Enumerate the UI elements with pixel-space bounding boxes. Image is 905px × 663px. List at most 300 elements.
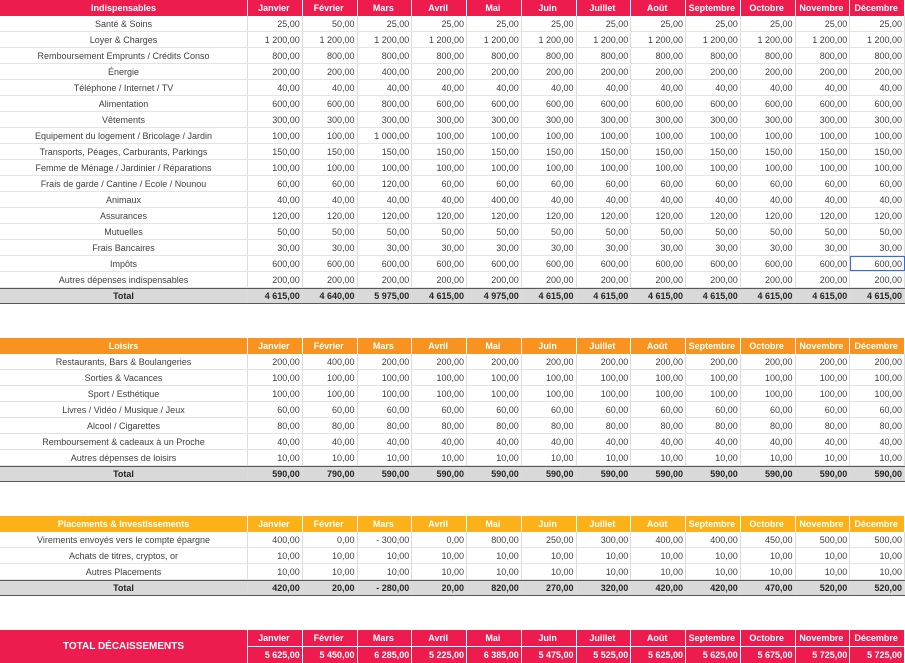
value-cell[interactable]: 120,00 [522,208,577,223]
month-header[interactable]: Décembre [850,516,905,532]
grand-total-cell[interactable]: 5 450,00 [303,646,358,663]
value-cell[interactable]: 100,00 [741,160,796,175]
value-cell[interactable]: 40,00 [631,434,686,449]
value-cell[interactable]: 40,00 [686,192,741,207]
value-cell[interactable]: 10,00 [467,548,522,563]
total-cell[interactable]: 520,00 [850,581,905,595]
value-cell[interactable]: 10,00 [850,450,905,465]
value-cell[interactable]: 800,00 [577,48,632,63]
value-cell[interactable]: 10,00 [522,564,577,579]
month-header[interactable]: Octobre [741,338,796,354]
value-cell[interactable]: 10,00 [850,564,905,579]
grand-total-cell[interactable]: 6 385,00 [467,646,522,663]
row-label[interactable]: Alimentation [0,96,248,111]
value-cell[interactable]: 600,00 [741,256,796,271]
month-header[interactable]: Décembre [850,338,905,354]
value-cell[interactable]: 600,00 [467,256,522,271]
value-cell[interactable]: 400,00 [686,532,741,547]
month-header[interactable]: Mai [467,516,522,532]
row-label[interactable]: Autres dépenses indispensables [0,272,248,287]
value-cell[interactable]: 600,00 [303,256,358,271]
value-cell[interactable]: 100,00 [303,370,358,385]
value-cell[interactable]: 40,00 [741,434,796,449]
value-cell[interactable]: 100,00 [412,386,467,401]
value-cell[interactable]: 1 200,00 [412,32,467,47]
value-cell[interactable]: 50,00 [303,16,358,31]
value-cell[interactable]: 40,00 [850,434,905,449]
value-cell[interactable]: 800,00 [358,96,413,111]
month-header[interactable]: Octobre [741,0,796,16]
month-header[interactable]: Octobre [741,516,796,532]
total-cell[interactable]: 270,00 [522,581,577,595]
value-cell[interactable]: 40,00 [577,192,632,207]
value-cell[interactable]: 40,00 [522,80,577,95]
value-cell[interactable]: 30,00 [631,240,686,255]
value-cell[interactable]: 40,00 [303,434,358,449]
value-cell[interactable]: 100,00 [850,386,905,401]
month-header[interactable]: Avril [412,0,467,16]
row-label[interactable]: Livres / Vidéo / Musique / Jeux [0,402,248,417]
value-cell[interactable]: 50,00 [467,224,522,239]
value-cell[interactable]: 50,00 [631,224,686,239]
value-cell[interactable]: 150,00 [741,144,796,159]
value-cell[interactable]: 40,00 [248,434,303,449]
value-cell[interactable]: 100,00 [850,128,905,143]
month-header[interactable]: Janvier [248,0,303,16]
value-cell[interactable]: 120,00 [303,208,358,223]
value-cell[interactable]: 600,00 [412,256,467,271]
value-cell[interactable]: 300,00 [467,112,522,127]
value-cell[interactable]: 60,00 [412,176,467,191]
value-cell[interactable]: 100,00 [358,370,413,385]
month-header[interactable]: Juin [522,0,577,16]
total-cell[interactable]: 590,00 [686,467,741,481]
value-cell[interactable]: 120,00 [248,208,303,223]
value-cell[interactable]: 200,00 [796,272,851,287]
total-cell[interactable]: 4 975,00 [467,289,522,303]
total-cell[interactable]: 4 640,00 [303,289,358,303]
total-cell[interactable]: 4 615,00 [686,289,741,303]
month-header[interactable]: Novembre [796,338,851,354]
row-label[interactable]: Sorties & Vacances [0,370,248,385]
grand-total-cell[interactable]: 5 225,00 [412,646,467,663]
total-cell[interactable]: 590,00 [412,467,467,481]
value-cell[interactable]: 100,00 [686,128,741,143]
value-cell[interactable]: 200,00 [412,64,467,79]
month-header[interactable]: Mai [467,338,522,354]
value-cell[interactable]: 200,00 [303,64,358,79]
value-cell[interactable]: 300,00 [248,112,303,127]
row-label[interactable]: Loyer & Charges [0,32,248,47]
month-header[interactable]: Juin [522,630,577,646]
value-cell[interactable]: 40,00 [358,192,413,207]
value-cell[interactable]: 60,00 [741,402,796,417]
total-cell[interactable]: 820,00 [467,581,522,595]
grand-total-cell[interactable]: 5 725,00 [850,646,905,663]
value-cell[interactable]: 200,00 [522,354,577,369]
total-cell[interactable]: 590,00 [522,467,577,481]
total-cell[interactable]: 4 615,00 [850,289,905,303]
grand-total-cell[interactable]: 5 525,00 [577,646,632,663]
value-cell[interactable]: 300,00 [741,112,796,127]
month-header[interactable]: Février [303,0,358,16]
value-cell[interactable]: 200,00 [686,272,741,287]
total-cell[interactable]: 4 615,00 [631,289,686,303]
value-cell[interactable]: 600,00 [686,256,741,271]
value-cell[interactable]: 200,00 [796,354,851,369]
row-label[interactable]: Impôts [0,256,248,271]
value-cell[interactable]: 10,00 [522,450,577,465]
value-cell[interactable]: 50,00 [412,224,467,239]
value-cell[interactable]: 40,00 [631,192,686,207]
value-cell[interactable]: 300,00 [577,112,632,127]
row-label[interactable]: Sport / Esthétique [0,386,248,401]
value-cell[interactable]: 200,00 [248,272,303,287]
value-cell[interactable]: 25,00 [741,16,796,31]
value-cell[interactable]: 60,00 [358,402,413,417]
value-cell[interactable]: 1 200,00 [248,32,303,47]
month-header[interactable]: Mars [358,630,413,646]
value-cell[interactable]: 10,00 [850,548,905,563]
value-cell[interactable]: 60,00 [412,402,467,417]
value-cell[interactable]: 60,00 [796,402,851,417]
value-cell[interactable]: 40,00 [248,80,303,95]
value-cell[interactable]: 200,00 [303,272,358,287]
value-cell[interactable]: 1 200,00 [686,32,741,47]
value-cell[interactable]: 200,00 [358,354,413,369]
value-cell[interactable]: 10,00 [412,450,467,465]
value-cell[interactable]: 100,00 [796,370,851,385]
value-cell[interactable]: 600,00 [850,96,905,111]
value-cell[interactable]: 200,00 [577,272,632,287]
value-cell[interactable]: 120,00 [358,208,413,223]
value-cell[interactable]: 400,00 [303,354,358,369]
total-label[interactable]: Total [0,581,248,595]
value-cell[interactable]: 1 200,00 [303,32,358,47]
total-cell[interactable]: 590,00 [358,467,413,481]
value-cell[interactable]: 200,00 [741,64,796,79]
total-cell[interactable]: 470,00 [741,581,796,595]
value-cell[interactable]: - 300,00 [358,532,413,547]
value-cell[interactable]: 60,00 [631,176,686,191]
value-cell[interactable]: 300,00 [303,112,358,127]
value-cell[interactable]: 100,00 [248,160,303,175]
value-cell[interactable]: 60,00 [467,176,522,191]
value-cell[interactable]: 25,00 [686,16,741,31]
value-cell[interactable]: 40,00 [796,192,851,207]
value-cell[interactable]: 600,00 [631,96,686,111]
month-header[interactable]: Septembre [686,516,741,532]
month-header[interactable]: Mai [467,630,522,646]
value-cell[interactable]: 30,00 [467,240,522,255]
value-cell[interactable]: 60,00 [248,402,303,417]
total-cell[interactable]: 4 615,00 [796,289,851,303]
value-cell[interactable]: 40,00 [412,434,467,449]
value-cell[interactable]: 200,00 [577,354,632,369]
value-cell[interactable]: 200,00 [412,354,467,369]
value-cell[interactable]: 30,00 [796,240,851,255]
value-cell[interactable]: 600,00 [631,256,686,271]
total-cell[interactable]: 420,00 [631,581,686,595]
value-cell[interactable]: 300,00 [686,112,741,127]
grand-total-cell[interactable]: 5 625,00 [686,646,741,663]
value-cell[interactable]: 80,00 [686,418,741,433]
value-cell[interactable]: 80,00 [248,418,303,433]
value-cell[interactable]: 100,00 [358,160,413,175]
value-cell[interactable]: 800,00 [248,48,303,63]
value-cell[interactable]: 600,00 [522,96,577,111]
value-cell[interactable]: 800,00 [686,48,741,63]
value-cell[interactable]: 150,00 [577,144,632,159]
value-cell[interactable]: 100,00 [303,128,358,143]
value-cell[interactable]: 50,00 [303,224,358,239]
value-cell[interactable]: 120,00 [467,208,522,223]
value-cell[interactable]: 200,00 [796,64,851,79]
value-cell[interactable]: 10,00 [686,564,741,579]
value-cell[interactable]: 150,00 [248,144,303,159]
value-cell[interactable]: 150,00 [412,144,467,159]
value-cell[interactable]: 200,00 [686,64,741,79]
value-cell[interactable]: 30,00 [358,240,413,255]
value-cell[interactable]: 10,00 [412,564,467,579]
value-cell[interactable]: 60,00 [850,402,905,417]
value-cell[interactable]: 600,00 [850,256,905,271]
total-cell[interactable]: 20,00 [412,581,467,595]
value-cell[interactable]: 200,00 [412,272,467,287]
value-cell[interactable]: 80,00 [303,418,358,433]
value-cell[interactable]: 40,00 [850,80,905,95]
value-cell[interactable]: 200,00 [741,354,796,369]
value-cell[interactable]: 10,00 [741,548,796,563]
value-cell[interactable]: 100,00 [631,370,686,385]
value-cell[interactable]: 30,00 [248,240,303,255]
value-cell[interactable]: 30,00 [412,240,467,255]
value-cell[interactable]: 200,00 [850,354,905,369]
row-label[interactable]: Alcool / Cigarettes [0,418,248,433]
value-cell[interactable]: 10,00 [631,450,686,465]
value-cell[interactable]: 400,00 [358,64,413,79]
value-cell[interactable]: 300,00 [522,112,577,127]
value-cell[interactable]: 100,00 [796,386,851,401]
month-header[interactable]: Avril [412,516,467,532]
value-cell[interactable]: 10,00 [741,564,796,579]
row-label[interactable]: Animaux [0,192,248,207]
value-cell[interactable]: 800,00 [850,48,905,63]
value-cell[interactable]: 100,00 [686,160,741,175]
value-cell[interactable]: 1 200,00 [522,32,577,47]
row-label[interactable]: Femme de Ménage / Jardinier / Réparations [0,160,248,175]
value-cell[interactable]: 150,00 [522,144,577,159]
value-cell[interactable]: 800,00 [741,48,796,63]
value-cell[interactable]: 100,00 [303,160,358,175]
value-cell[interactable]: 10,00 [303,564,358,579]
value-cell[interactable]: 400,00 [248,532,303,547]
value-cell[interactable]: 10,00 [248,450,303,465]
month-header[interactable]: Juillet [577,338,632,354]
value-cell[interactable]: 40,00 [522,192,577,207]
value-cell[interactable]: 150,00 [850,144,905,159]
value-cell[interactable]: 50,00 [358,224,413,239]
value-cell[interactable]: 100,00 [577,128,632,143]
total-cell[interactable]: 4 615,00 [522,289,577,303]
value-cell[interactable]: 150,00 [686,144,741,159]
value-cell[interactable]: 80,00 [796,418,851,433]
value-cell[interactable]: 50,00 [577,224,632,239]
total-cell[interactable]: 4 615,00 [412,289,467,303]
value-cell[interactable]: 80,00 [631,418,686,433]
value-cell[interactable]: 50,00 [522,224,577,239]
total-cell[interactable]: 5 975,00 [358,289,413,303]
value-cell[interactable]: 10,00 [412,548,467,563]
value-cell[interactable]: 100,00 [522,160,577,175]
value-cell[interactable]: 100,00 [631,128,686,143]
value-cell[interactable]: 60,00 [467,402,522,417]
value-cell[interactable]: 100,00 [850,370,905,385]
month-header[interactable]: Octobre [741,630,796,646]
value-cell[interactable]: 120,00 [850,208,905,223]
value-cell[interactable]: 50,00 [796,224,851,239]
value-cell[interactable]: 250,00 [522,532,577,547]
month-header[interactable]: Février [303,338,358,354]
grand-total-cell[interactable]: 5 725,00 [796,646,851,663]
value-cell[interactable]: 25,00 [577,16,632,31]
value-cell[interactable]: 200,00 [248,354,303,369]
row-label[interactable]: Autres dépenses de loisirs [0,450,248,465]
month-header[interactable]: Juillet [577,0,632,16]
value-cell[interactable]: 200,00 [686,354,741,369]
value-cell[interactable]: 100,00 [358,386,413,401]
value-cell[interactable]: 10,00 [686,450,741,465]
month-header[interactable]: Juin [522,338,577,354]
value-cell[interactable]: 60,00 [577,176,632,191]
month-header[interactable]: Juillet [577,516,632,532]
value-cell[interactable]: 100,00 [248,370,303,385]
value-cell[interactable]: 25,00 [796,16,851,31]
value-cell[interactable]: 40,00 [796,434,851,449]
total-cell[interactable]: - 280,00 [358,581,413,595]
row-label[interactable]: Téléphone / Internet / TV [0,80,248,95]
value-cell[interactable]: 800,00 [303,48,358,63]
total-cell[interactable]: 320,00 [577,581,632,595]
value-cell[interactable]: 1 200,00 [467,32,522,47]
total-cell[interactable]: 420,00 [686,581,741,595]
value-cell[interactable]: 40,00 [741,192,796,207]
value-cell[interactable]: 25,00 [522,16,577,31]
value-cell[interactable]: 60,00 [248,176,303,191]
month-header[interactable]: Janvier [248,516,303,532]
total-cell[interactable]: 590,00 [577,467,632,481]
value-cell[interactable]: 100,00 [412,370,467,385]
value-cell[interactable]: 100,00 [796,128,851,143]
row-label[interactable]: Virements envoyés vers le compte épargne [0,532,248,547]
value-cell[interactable]: 100,00 [741,386,796,401]
value-cell[interactable]: 1 200,00 [850,32,905,47]
value-cell[interactable]: 60,00 [303,176,358,191]
row-label[interactable]: Remboursement Emprunts / Crédits Conso [0,48,248,63]
value-cell[interactable]: 120,00 [577,208,632,223]
value-cell[interactable]: 10,00 [577,564,632,579]
total-cell[interactable]: 590,00 [741,467,796,481]
value-cell[interactable]: 25,00 [412,16,467,31]
month-header[interactable]: Juillet [577,630,632,646]
value-cell[interactable]: 600,00 [686,96,741,111]
row-label[interactable]: Frais Bancaires [0,240,248,255]
total-label[interactable]: Total [0,289,248,303]
month-header[interactable]: Décembre [850,0,905,16]
value-cell[interactable]: 100,00 [467,386,522,401]
value-cell[interactable]: 40,00 [303,80,358,95]
value-cell[interactable]: 10,00 [248,564,303,579]
value-cell[interactable]: 40,00 [741,80,796,95]
grand-total-cell[interactable]: 5 475,00 [522,646,577,663]
value-cell[interactable]: 600,00 [303,96,358,111]
value-cell[interactable]: 600,00 [577,256,632,271]
value-cell[interactable]: 10,00 [248,548,303,563]
value-cell[interactable]: 150,00 [358,144,413,159]
value-cell[interactable]: 40,00 [412,192,467,207]
row-label[interactable]: Remboursement & cadeaux à un Proche [0,434,248,449]
value-cell[interactable]: 120,00 [358,176,413,191]
value-cell[interactable]: 1 200,00 [796,32,851,47]
total-cell[interactable]: 4 615,00 [577,289,632,303]
month-header[interactable]: Mars [358,338,413,354]
value-cell[interactable]: 60,00 [686,176,741,191]
value-cell[interactable]: 30,00 [686,240,741,255]
value-cell[interactable]: 30,00 [522,240,577,255]
value-cell[interactable]: 600,00 [412,96,467,111]
value-cell[interactable]: 150,00 [631,144,686,159]
value-cell[interactable]: 150,00 [796,144,851,159]
month-header[interactable]: Mai [467,0,522,16]
total-cell[interactable]: 4 615,00 [248,289,303,303]
value-cell[interactable]: 25,00 [358,16,413,31]
value-cell[interactable]: 50,00 [741,224,796,239]
month-header[interactable]: Avril [412,630,467,646]
value-cell[interactable]: 30,00 [741,240,796,255]
month-header[interactable]: Février [303,630,358,646]
value-cell[interactable]: 100,00 [741,370,796,385]
value-cell[interactable]: 30,00 [303,240,358,255]
value-cell[interactable]: 50,00 [686,224,741,239]
value-cell[interactable]: 40,00 [358,434,413,449]
value-cell[interactable]: 60,00 [522,402,577,417]
value-cell[interactable]: 100,00 [248,128,303,143]
row-label[interactable]: Santé & Soins [0,16,248,31]
value-cell[interactable]: 80,00 [358,418,413,433]
value-cell[interactable]: 120,00 [631,208,686,223]
month-header[interactable]: Novembre [796,0,851,16]
month-header[interactable]: Août [631,338,686,354]
value-cell[interactable]: 800,00 [358,48,413,63]
month-header[interactable]: Septembre [686,0,741,16]
month-header[interactable]: Janvier [248,630,303,646]
value-cell[interactable]: 60,00 [522,176,577,191]
value-cell[interactable]: 1 200,00 [577,32,632,47]
value-cell[interactable]: 40,00 [248,192,303,207]
value-cell[interactable]: 300,00 [577,532,632,547]
value-cell[interactable]: 10,00 [796,564,851,579]
value-cell[interactable]: 10,00 [631,548,686,563]
value-cell[interactable]: 500,00 [850,532,905,547]
value-cell[interactable]: 10,00 [467,564,522,579]
value-cell[interactable]: 0,00 [303,532,358,547]
value-cell[interactable]: 10,00 [358,564,413,579]
month-header[interactable]: Novembre [796,630,851,646]
value-cell[interactable]: 100,00 [741,128,796,143]
value-cell[interactable]: 40,00 [467,80,522,95]
value-cell[interactable]: 60,00 [850,176,905,191]
value-cell[interactable]: 1 200,00 [358,32,413,47]
